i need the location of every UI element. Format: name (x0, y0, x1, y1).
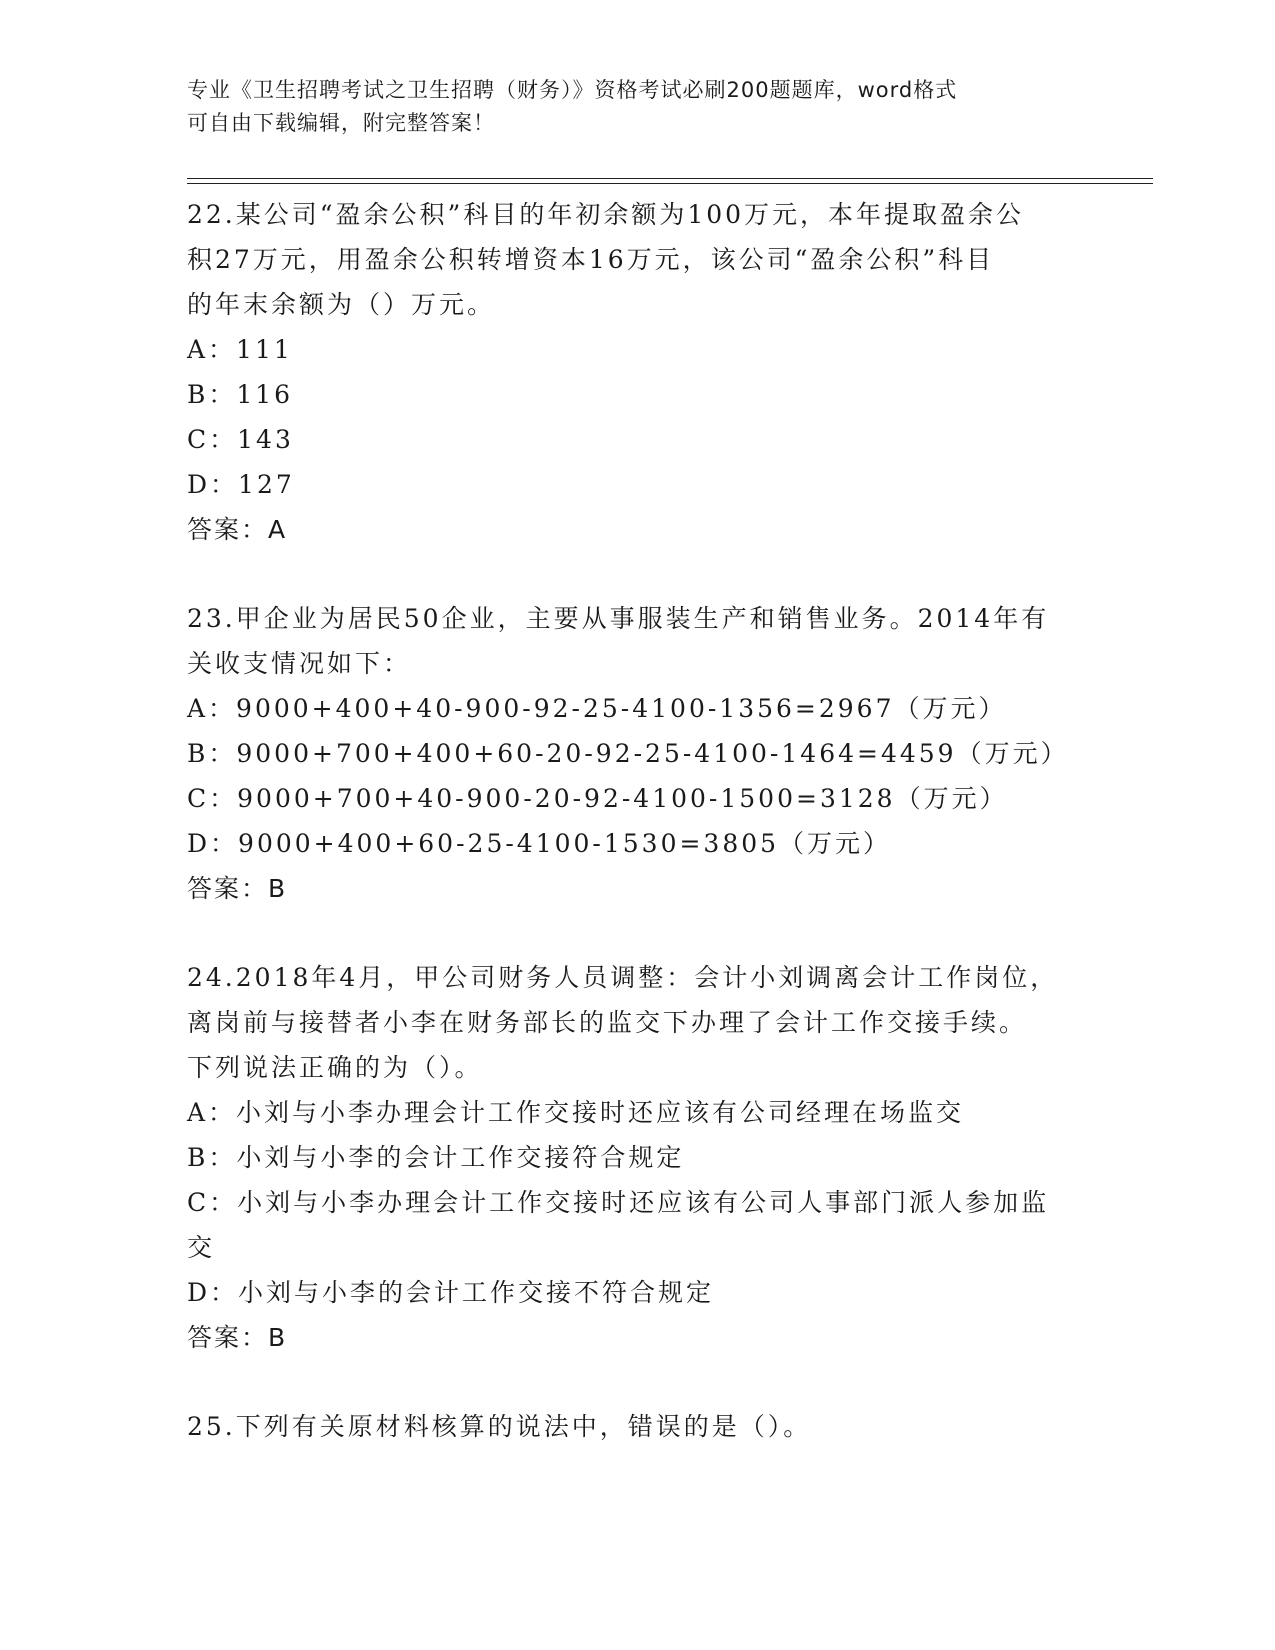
question-list (187, 192, 1087, 1493)
answer-option: D：小刘与小李的会计工作交接不符合规定 (187, 1278, 715, 1307)
question-stem-line: 关收支情况如下： (187, 649, 412, 678)
answer-option: B：小刘与小李的会计工作交接符合规定 (187, 1143, 685, 1172)
answer-option: A：111 (187, 335, 293, 364)
answer-option: D：9000+400+60-25-4100-1530=3805（万元） (187, 829, 892, 858)
question-block (187, 596, 1087, 911)
answer-option: A：9000+400+40-900-92-25-4100-1356=2967（万元） (187, 694, 1007, 723)
answer-option: 交 (187, 1233, 216, 1262)
header-line-1: 专业《卫生招聘考试之卫生招聘（财务）》资格考试必刷200题题库，word格式 (187, 78, 958, 102)
answer-option: B：116 (187, 380, 294, 409)
question-stem-line: 25.下列有关原材料核算的说法中，错误的是（）。 (187, 1412, 812, 1441)
question-stem-line: 下列说法正确的为（）。 (187, 1053, 483, 1082)
question-stem-line: 离岗前与接替者小李在财务部长的监交下办理了会计工作交接手续。 (187, 1008, 1028, 1037)
answer-option: C：143 (187, 425, 294, 454)
document-header (187, 74, 1067, 140)
question-stem-line: 24.2018年4月，甲公司财务人员调整：会计小刘调离会计工作岗位， (187, 963, 1059, 992)
answer-option: C：9000+700+40-900-20-92-4100-1500=3128（万元） (187, 784, 1008, 813)
question-block (187, 192, 1087, 552)
question-stem-line: 22.某公司“盈余公积”科目的年初余额为100万元，本年提取盈余公 (187, 200, 1025, 229)
question-block (187, 955, 1087, 1360)
answer-option: C：小刘与小李办理会计工作交接时还应该有公司人事部门派人参加监 (187, 1188, 1050, 1217)
header-divider-top (187, 178, 1153, 179)
answer-option: A：小刘与小李办理会计工作交接时还应该有公司经理在场监交 (187, 1098, 965, 1127)
question-block (187, 1404, 1087, 1449)
question-stem-line: 的年末余额为（）万元。 (187, 290, 496, 319)
answer-key: 答案：A (187, 515, 288, 544)
header-line-2: 可自由下载编辑，附完整答案！ (187, 111, 495, 135)
answer-option: D：127 (187, 470, 295, 499)
header-divider-bottom (187, 183, 1153, 184)
answer-option: B：9000+700+400+60-20-92-25-4100-1464=4459（万元） (187, 739, 1069, 768)
question-stem-line: 23.甲企业为居民50企业，主要从事服装生产和销售业务。2014年有 (187, 604, 1050, 633)
answer-key: 答案：B (187, 874, 288, 903)
question-stem-line: 积27万元，用盈余公积转增资本16万元，该公司“盈余公积”科目 (187, 245, 995, 274)
answer-key: 答案：B (187, 1323, 288, 1352)
